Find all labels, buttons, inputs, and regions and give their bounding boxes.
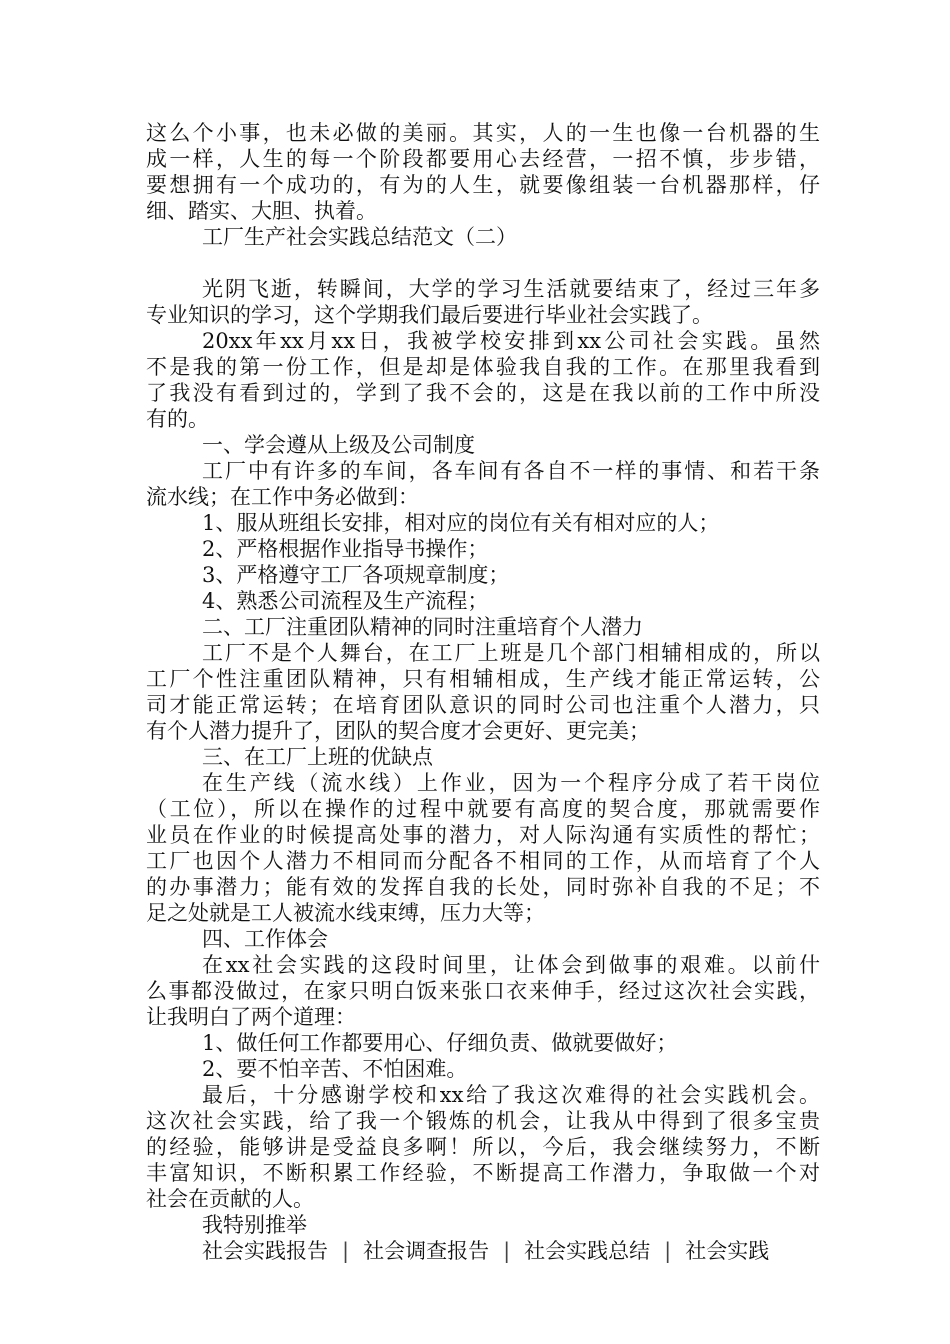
paragraph-line: 在生产线（流水线）上作业，因为一个程序分成了若干岗位: [202, 771, 820, 795]
link-social-practice-summary[interactable]: 社会实践总结: [524, 1239, 651, 1263]
link-social-survey-report[interactable]: 社会调查报告: [363, 1239, 490, 1263]
paragraph-line: 司才能正常运转；在培育团队意识的同时公司也注重个人潜力，只: [146, 693, 820, 717]
paragraph-line: 丰富知识，不断积累工作经验，不断提高工作潜力，争取做一个对: [146, 1161, 820, 1185]
paragraph-line: 专业知识的学习，这个学期我们最后要进行毕业社会实践了。: [146, 303, 713, 327]
paragraph-line: 有的。: [146, 407, 209, 431]
paragraph-line: 有个人潜力提升了，团队的契合度才会更好、更完美；: [146, 719, 650, 743]
blank-line: [146, 250, 820, 276]
paragraph-line: 让我明白了两个道理：: [146, 1005, 356, 1029]
paragraph-line: 这次社会实践，给了我一个锻炼的机会，让我从中得到了很多宝贵: [146, 1109, 820, 1133]
paragraph-line: （工位），所以在操作的过程中就要有高度的契合度，那就需要作: [146, 797, 820, 821]
paragraph-line: 在xx社会实践的这段时间里，让体会到做事的艰难。以前什: [202, 953, 820, 977]
paragraph-line: 的经验，能够讲是受益良多啊！所以，今后，我会继续努力，不断: [146, 1135, 820, 1159]
paragraph-line: 20xx年xx月xx日，我被学校安排到xx公司社会实践。虽然: [202, 329, 820, 353]
recommend-label: 我特别推举: [202, 1213, 307, 1237]
document-page: [146, 120, 820, 1264]
paragraph-line: 社会在贡献的人。: [146, 1187, 314, 1211]
list-item: 2、要不怕辛苦、不怕困难。: [202, 1057, 468, 1081]
link-separator: |: [664, 1239, 672, 1263]
section-title: 二、工厂注重团队精神的同时注重培育个人潜力: [202, 615, 643, 639]
section-title: 四、工作体会: [202, 927, 328, 951]
paragraph-line: 不是我的第一份工作，但是却是体验我自我的工作。在那里我看到: [146, 355, 820, 379]
paragraph-line: 了我没有看到过的，学到了我不会的，这是在我以前的工作中所没: [146, 381, 820, 405]
list-item: 3、严格遵守工厂各项规章制度；: [202, 563, 510, 587]
recommend-links: [146, 1238, 820, 1264]
paragraph-line: 工厂不是个人舞台，在工厂上班是几个部门相辅相成的，所以: [202, 641, 820, 665]
section-title: 一、学会遵从上级及公司制度: [202, 433, 475, 457]
list-item: 1、做任何工作都要用心、仔细负责、做就要做好；: [202, 1031, 678, 1055]
intro-line: 成一样，人生的每一个阶段都要用心去经营，一招不慎，步步错，: [146, 147, 820, 171]
list-item: 1、服从班组长安排，相对应的岗位有关有相对应的人；: [202, 511, 720, 535]
intro-line: 这么个小事，也未必做的美丽。其实，人的一生也像一台机器的生: [146, 121, 820, 145]
paragraph-line: 工厂中有许多的车间，各车间有各自不一样的事情、和若干条: [202, 459, 820, 483]
paragraph-line: 业员在作业的时候提高处事的潜力，对人际沟通有实质性的帮忙；: [146, 823, 820, 847]
paragraph-line: 工厂也因个人潜力不相同而分配各不相同的工作，从而培育了个人: [146, 849, 820, 873]
list-item: 2、严格根据作业指导书操作；: [202, 537, 489, 561]
intro-line: 要想拥有一个成功的，有为的人生，就要像组装一台机器那样，仔: [146, 173, 820, 197]
paragraph-line: 流水线；在工作中务必做到：: [146, 485, 419, 509]
paragraph-line: 最后，十分感谢学校和xx给了我这次难得的社会实践机会。: [202, 1083, 820, 1107]
paragraph-line: 光阴飞逝，转瞬间，大学的学习生活就要结束了，经过三年多: [202, 277, 820, 301]
link-social-practice[interactable]: 社会实践: [685, 1239, 770, 1263]
link-social-practice-report[interactable]: 社会实践报告: [202, 1239, 328, 1263]
section-title: 三、在工厂上班的优缺点: [202, 745, 433, 769]
link-separator: |: [342, 1239, 350, 1263]
paragraph-line: 工厂个性注重团队精神，只有相辅相成，生产线才能正常运转，公: [146, 667, 820, 691]
intro-line: 细、踏实、大胆、执着。: [146, 199, 377, 223]
paragraph-line: 么事都没做过，在家只明白饭来张口衣来伸手，经过这次社会实践，: [146, 979, 820, 1003]
paragraph-line: 足之处就是工人被流水线束缚，压力大等；: [146, 901, 545, 925]
link-separator: |: [503, 1239, 511, 1263]
paragraph-line: 的办事潜力；能有效的发挥自我的长处，同时弥补自我的不足；不: [146, 875, 820, 899]
list-item: 4、熟悉公司流程及生产流程；: [202, 589, 489, 613]
section-heading: 工厂生产社会实践总结范文（二）: [202, 225, 517, 249]
